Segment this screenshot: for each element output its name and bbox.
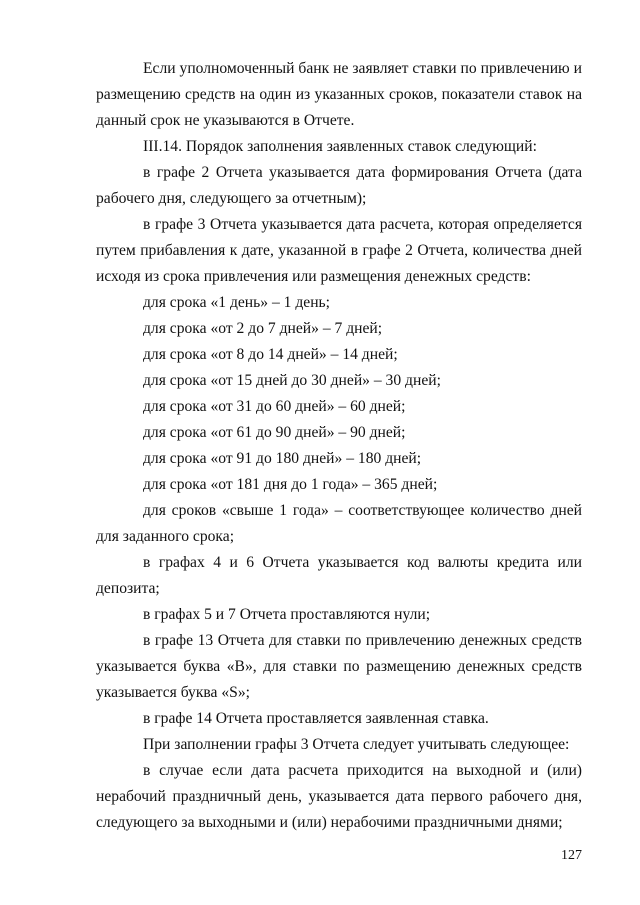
term-list-item: для срока «от 91 до 180 дней» – 180 дней;	[143, 450, 422, 467]
page-number: 127	[561, 848, 582, 863]
term-list-item: для срока «от 2 до 7 дней» – 7 дней;	[143, 320, 383, 337]
term-list-item: для срока «от 61 до 90 дней» – 90 дней;	[143, 424, 406, 441]
paragraph-column-14: в графе 14 Отчета проставляется заявленная ставка.	[143, 710, 489, 727]
paragraph-column-3-notes: При заполнении графы 3 Отчета следует учитывать следующее:	[143, 736, 570, 753]
paragraph-column-13: в графе 13 Отчета для ставки по привлечению денежных средств указывается буква «B», для ставки по размещению денежных средств указывается буква «S»;	[96, 632, 582, 701]
paragraph-columns-4-6: в графах 4 и 6 Отчета указывается код валюты кредита или депозита;	[96, 554, 582, 597]
term-list-item: для срока «от 15 дней до 30 дней» – 30 дней;	[143, 372, 441, 389]
body-text	[96, 56, 582, 836]
term-list-item: для срока «от 31 до 60 дней» – 60 дней;	[143, 398, 406, 415]
paragraph-over-one-year: для сроков «свыше 1 года» – соответствующее количество дней для заданного срока;	[96, 502, 582, 545]
term-list-item: для срока «1 день» – 1 день;	[143, 294, 330, 311]
paragraph-column-2: в графе 2 Отчета указывается дата формирования Отчета (дата рабочего дня, следующего за отчетным);	[96, 164, 582, 207]
paragraph-weekend-rule: в случае если дата расчета приходится на выходной и (или) нерабочий праздничный день, указывается дата первого рабочего дня, следующего за выходными и (или) нерабочими праздничными днями;	[96, 762, 582, 831]
paragraph-columns-5-7: в графах 5 и 7 Отчета проставляются нули;	[143, 606, 431, 623]
paragraph-column-3: в графе 3 Отчета указывается дата расчета, которая определяется путем прибавления к дате, указанной в графе 2 Отчета, количества дней исходя из срока привлечения или размещения денежных средств:	[96, 216, 582, 285]
term-list-item: для срока «от 181 дня до 1 года» – 365 дней;	[143, 476, 438, 493]
paragraph-no-rate-declared: Если уполномоченный банк не заявляет ставки по привлечению и размещению средств на один из указанных сроков, показатели ставок на данный срок не указываются в Отчете.	[96, 60, 582, 129]
term-list-item: для срока «от 8 до 14 дней» – 14 дней;	[143, 346, 398, 363]
paragraph-section-heading: III.14. Порядок заполнения заявленных ставок следующий:	[143, 138, 537, 155]
